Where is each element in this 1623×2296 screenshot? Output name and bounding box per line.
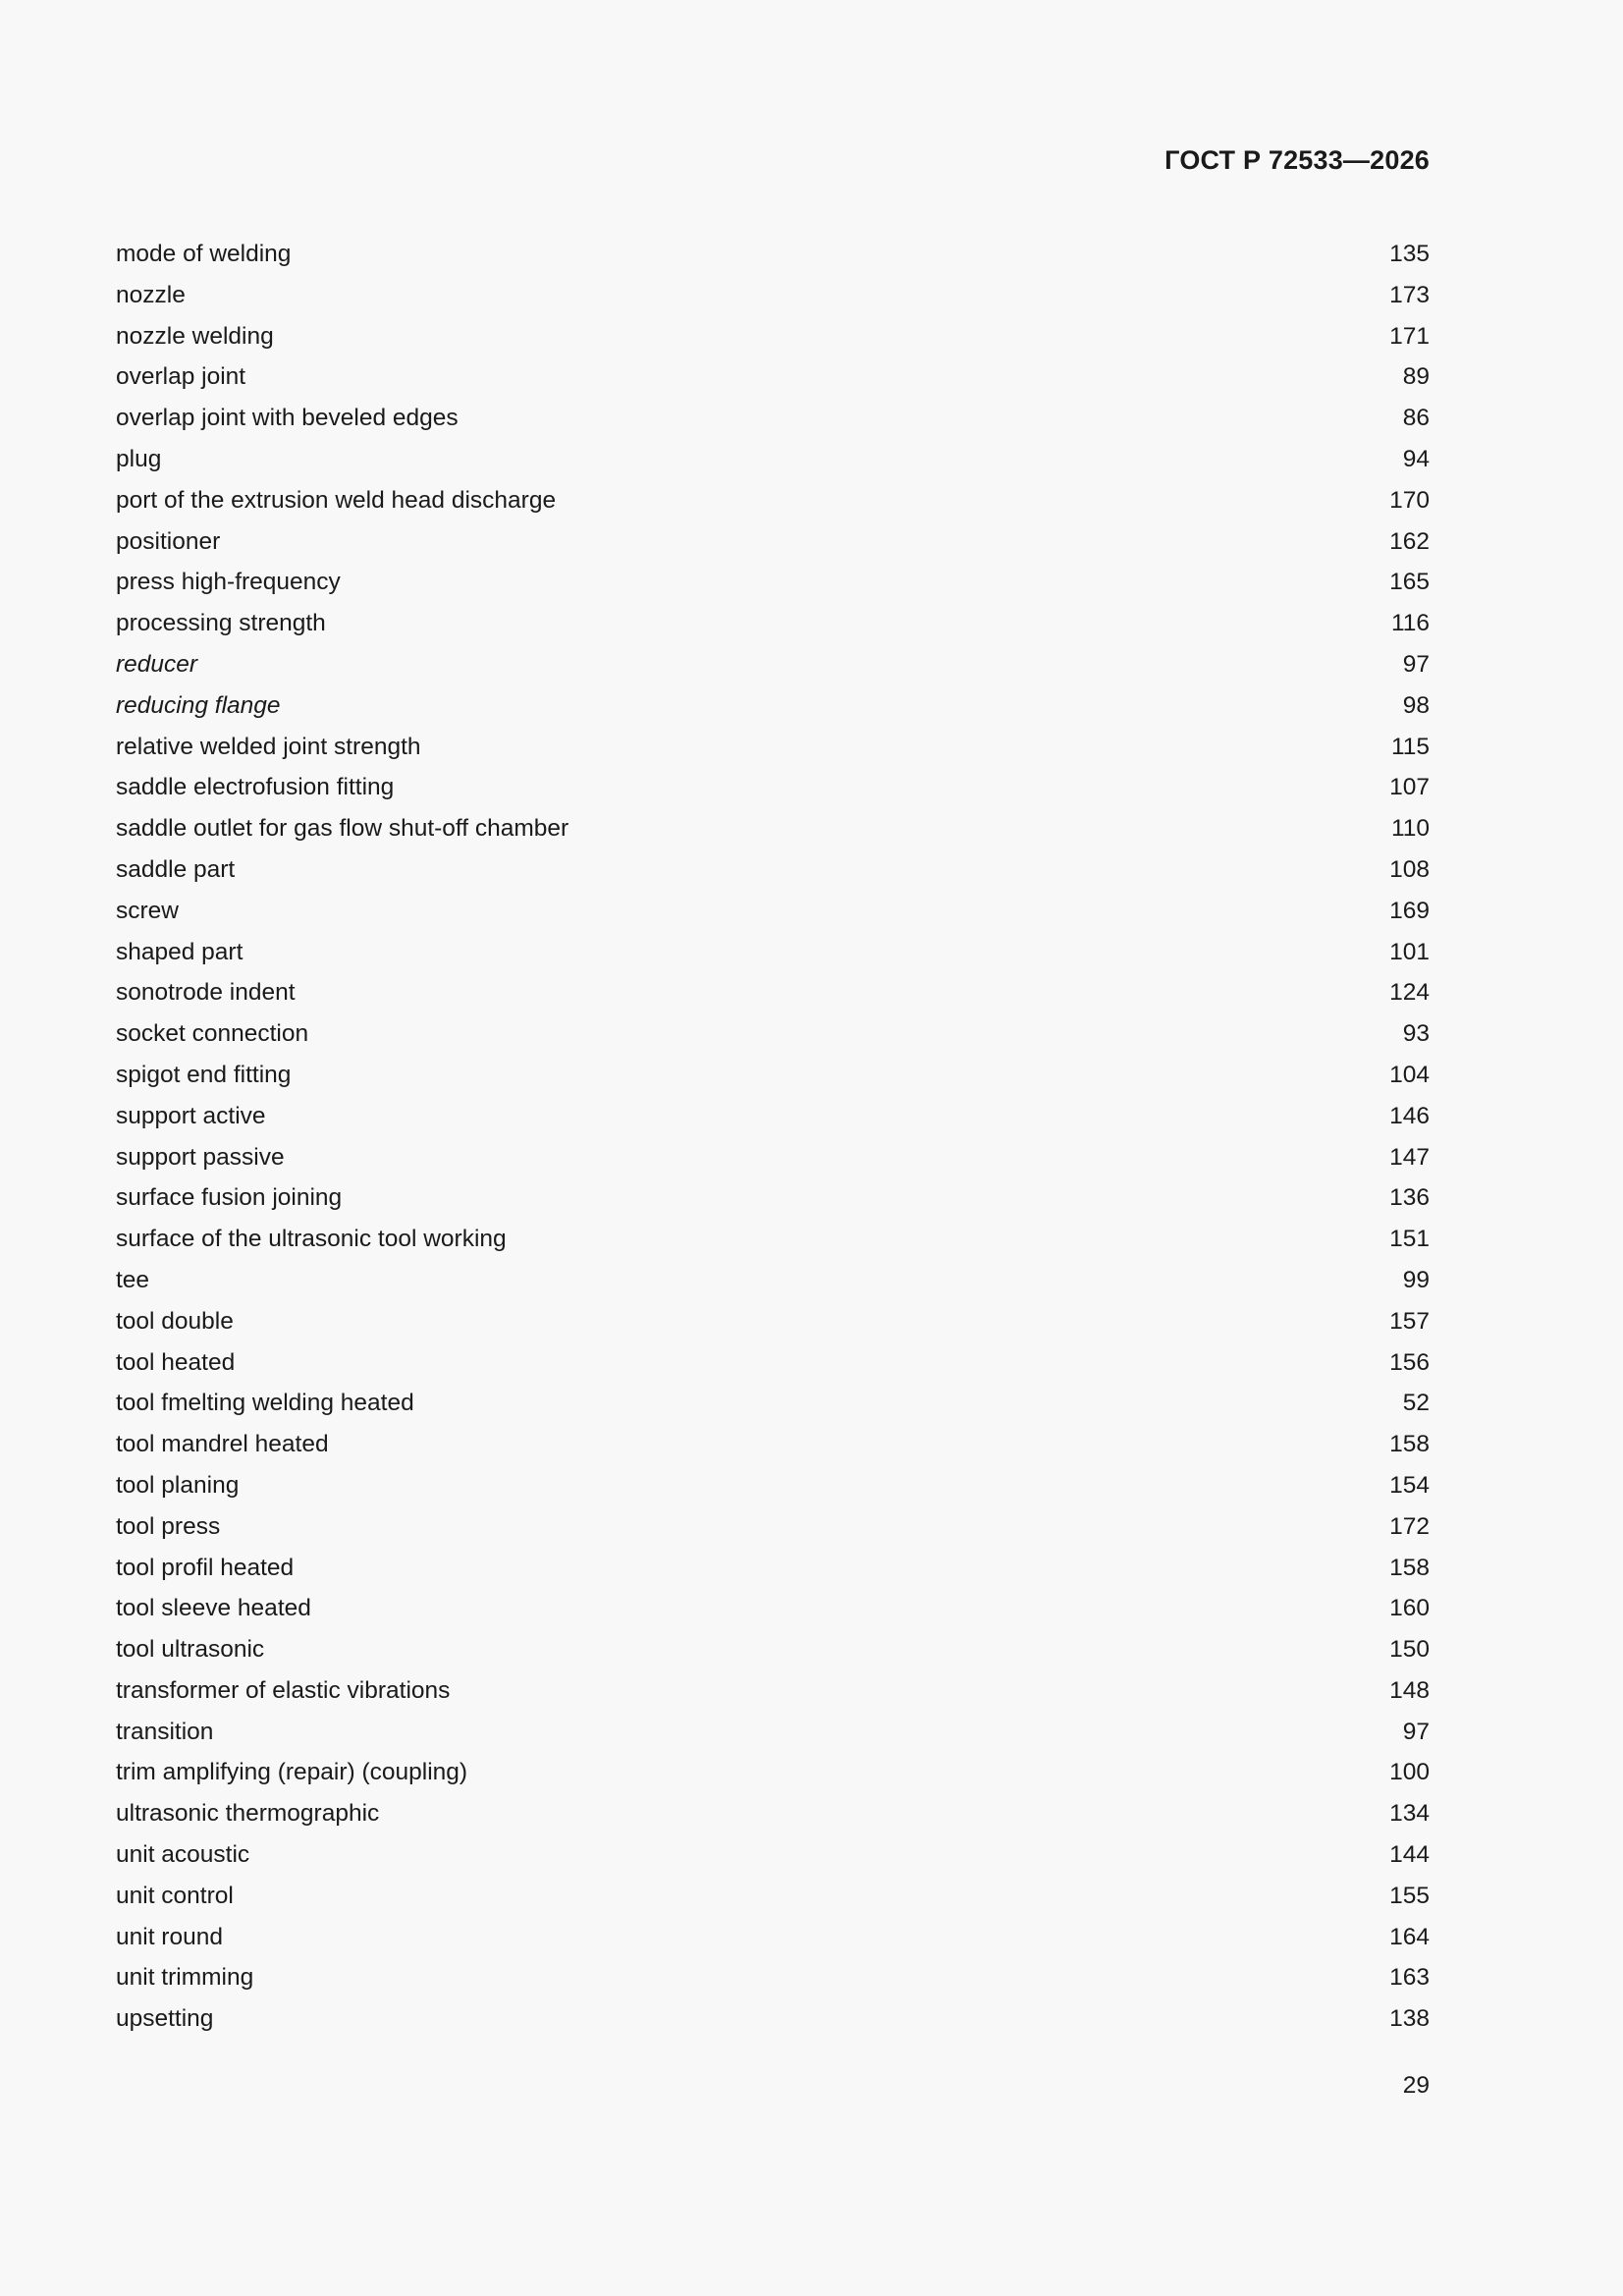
index-term-number: 116 [1390,610,1430,637]
index-entry [116,1917,1430,1958]
index-term: tool planing [116,1471,240,1499]
index-term-number: 104 [1389,1061,1430,1088]
index-term-number: 173 [1389,281,1430,308]
index-term: tool sleeve heated [116,1595,311,1622]
index-entry [116,480,1430,521]
index-entry [116,1219,1430,1260]
index-term: port of the extrusion weld head discharge [116,486,557,514]
index-term-number: 108 [1389,855,1430,883]
index-term-number: 160 [1389,1595,1430,1622]
index-term-number: 156 [1389,1348,1430,1376]
index-term: nozzle [116,281,186,308]
index-entry [116,1834,1430,1876]
index-term: tool mandrel heated [116,1431,329,1458]
index-entry [116,275,1430,316]
index-entry [116,521,1430,563]
index-term: tool press [116,1512,221,1540]
index-term: mode of welding [116,241,292,267]
index-term-number: 170 [1389,486,1430,514]
index-term: shaped part [116,938,243,965]
index-entry [116,1876,1430,1917]
index-term-number: 165 [1389,569,1430,596]
index-term: upsetting [116,2005,214,2033]
index-term: unit round [116,1923,223,1950]
index-entry [116,1506,1430,1548]
index-entry [116,727,1430,768]
index-term: reducing flange [116,691,281,719]
index-term: spigot end fitting [116,1061,292,1088]
index-term-number: 93 [1402,1020,1430,1048]
index-term-number: 150 [1389,1636,1430,1664]
index-term: trim amplifying (repair) (coupling) [116,1759,468,1786]
index-term: nozzle welding [116,322,274,350]
standard-designation: ГОСТ Р 72533—2026 [1164,145,1430,175]
index-term: relative welded joint strength [116,733,421,760]
index-entry [116,1670,1430,1712]
index-term-number: 147 [1389,1143,1430,1171]
index-entry [116,603,1430,644]
document-header [116,145,1430,176]
index-term: sonotrode indent [116,979,296,1007]
index-entry [116,562,1430,603]
index-term: tool heated [116,1348,236,1376]
index-term-number: 157 [1389,1307,1430,1335]
index-term-number: 162 [1389,527,1430,555]
index-entry [116,1137,1430,1178]
index-entry [116,234,1430,275]
index-term: tool fmelting welding heated [116,1390,414,1417]
index-term: overlap joint [116,363,246,391]
index-term-number: 98 [1402,691,1430,719]
index-entry [116,767,1430,808]
index-term: transition [116,1718,214,1745]
index-term-number: 169 [1389,897,1430,924]
index-entry [116,1055,1430,1096]
index-term-number: 138 [1389,2005,1430,2033]
index-entry [116,1548,1430,1589]
index-term: saddle part [116,855,236,883]
index-term: reducer [116,650,198,678]
index-term-number: 134 [1389,1800,1430,1828]
index-entry [116,1998,1430,2040]
index-term: surface of the ultrasonic tool working [116,1226,507,1253]
index-entry [116,1260,1430,1301]
index-entry [116,1957,1430,1998]
index-term-number: 107 [1389,774,1430,801]
index-term: plug [116,445,162,472]
index-term-number: 110 [1390,815,1430,843]
index-term: tool ultrasonic [116,1636,265,1664]
index-entry [116,685,1430,727]
index-term-number: 135 [1389,241,1430,267]
index-term-number: 155 [1389,1882,1430,1909]
index-entry [116,1712,1430,1753]
index-entry [116,932,1430,973]
index-term-number: 172 [1389,1512,1430,1540]
index-term: surface fusion joining [116,1184,343,1212]
index-term: processing strength [116,610,326,637]
index-term-number: 171 [1389,322,1430,350]
index-entry [116,891,1430,932]
index-entry [116,1177,1430,1219]
index-term-number: 124 [1389,979,1430,1007]
index-term-number: 99 [1402,1266,1430,1293]
index-entry [116,398,1430,439]
index-term-number: 158 [1389,1554,1430,1581]
index-term-number: 144 [1389,1841,1430,1869]
index-term-number: 158 [1389,1431,1430,1458]
index-term-number: 100 [1389,1759,1430,1786]
index-term: press high-frequency [116,569,341,596]
index-term-number: 115 [1390,733,1430,760]
index-term-number: 86 [1402,405,1430,432]
index-term-number: 163 [1389,1964,1430,1992]
index-term-number: 164 [1389,1923,1430,1950]
index-term: saddle electrofusion fitting [116,774,395,801]
index-entry [116,1096,1430,1137]
index-term: positioner [116,527,221,555]
index-term-number: 101 [1389,938,1430,965]
index-term-number: 146 [1389,1102,1430,1129]
index-term-number: 136 [1389,1184,1430,1212]
index-term: transformer of elastic vibrations [116,1676,451,1704]
index-term: overlap joint with beveled edges [116,405,459,432]
index-entry [116,849,1430,891]
index-entry [116,1342,1430,1384]
index-term-number: 154 [1389,1471,1430,1499]
index-term: support passive [116,1143,285,1171]
index-entry [116,1301,1430,1342]
index-term: ultrasonic thermographic [116,1800,380,1828]
index-entry [116,1793,1430,1834]
index-entry [116,1465,1430,1506]
index-term: socket connection [116,1020,309,1048]
index-entry [116,1588,1430,1629]
index-term-number: 97 [1402,650,1430,678]
alphabetical-index [116,234,1430,2040]
index-term-number: 151 [1389,1226,1430,1253]
index-entry [116,1383,1430,1424]
index-term: screw [116,897,179,924]
index-term-number: 94 [1402,445,1430,472]
index-term: tool profil heated [116,1554,295,1581]
index-term-number: 148 [1389,1676,1430,1704]
index-entry [116,1752,1430,1793]
index-entry [116,1629,1430,1670]
index-entry [116,644,1430,685]
index-entry [116,1424,1430,1465]
page-number: 29 [1402,2072,1430,2099]
index-entry [116,439,1430,480]
index-term: support active [116,1102,266,1129]
index-term: unit trimming [116,1964,254,1992]
index-term: unit control [116,1882,234,1909]
index-term-number: 89 [1402,363,1430,391]
index-term: tee [116,1266,150,1293]
index-term: tool double [116,1307,234,1335]
index-entry [116,1013,1430,1055]
index-entry [116,316,1430,357]
index-term: saddle outlet for gas flow shut-off chamber [116,815,569,843]
index-entry [116,808,1430,849]
index-entry [116,356,1430,398]
index-entry [116,972,1430,1013]
index-term: unit acoustic [116,1841,250,1869]
index-term-number: 97 [1402,1718,1430,1745]
index-term-number: 52 [1402,1390,1430,1417]
